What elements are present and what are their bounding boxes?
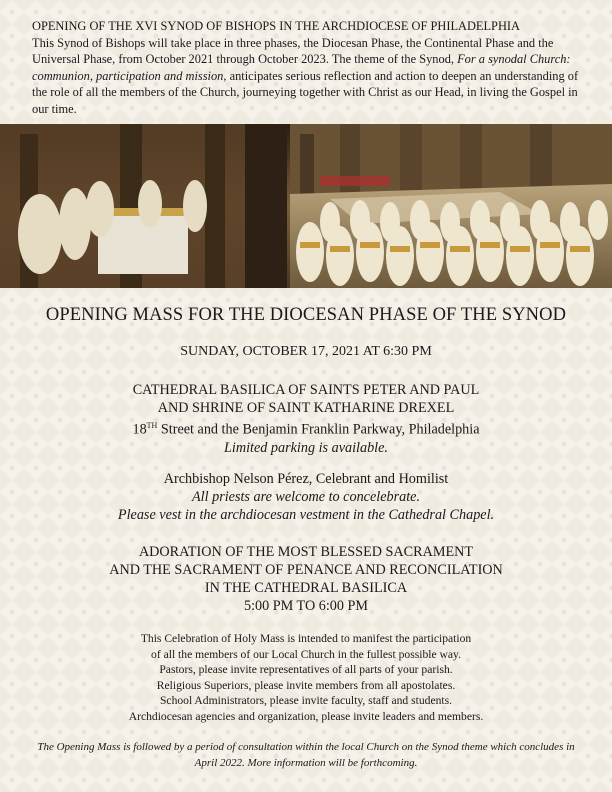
parking-note: Limited parking is available. [224,439,388,456]
footer-note: The Opening Mass is followed by a period of consultation within the local Church on the Synod theme which concludes in April 2022. More information will be forthcoming. [37,741,575,769]
invitation-notes [0,631,612,725]
venue-line-2: AND SHRINE OF SAINT KATHARINE DREXEL [157,400,455,416]
synod-theme: For a synodal Church: communion, participation and mission [32,52,571,83]
cathedral-photo-illustration [0,124,612,288]
celebrant-name: Archbishop Nelson Pérez, Celebrant and Homilist [163,471,449,487]
note-line: School Administrators, please invite faculty, staff and students. [159,694,453,708]
venue-line-1: CATHEDRAL BASILICA OF SAINTS PETER AND PAUL [132,382,480,398]
note-line: This Celebration of Holy Mass is intended to manifest the participation [140,632,472,645]
venue-address [0,417,612,439]
adoration-time: 5:00 PM TO 6:00 PM [243,598,369,614]
vesting-note: Please vest in the archdiocesan vestment in the Cathedral Chapel. [117,507,495,523]
cathedral-mass-photo [0,124,612,288]
mass-date: SUNDAY, OCTOBER 17, 2021 AT 6:30 PM [180,344,432,359]
adoration-block [0,543,612,615]
street-rest: Street and the Benjamin Franklin Parkway, Philadelphia [157,421,480,438]
intro-paragraph [32,18,592,117]
celebrant-block [0,470,612,524]
mass-title: OPENING MASS FOR THE DIOCESAN PHASE OF THE SYNOD [45,305,567,325]
priests-note: All priests are welcome to concelebrate. [192,489,420,505]
note-line: of all the members of our Local Church in the fullest possible way. [151,647,461,661]
intro-text-end: , anticipates serious reflection and action to deepen an understanding of the role of all the members of the Church, journeying together with Christ as our Head, in living the Gospel in our time. [32,68,579,116]
note-line: Religious Superiors, please invite members from all apostolates. [156,678,456,692]
street-suffix: TH [146,421,158,430]
adoration-line-1: ADORATION OF THE MOST BLESSED SACRAMENT [138,544,474,560]
venue-block [0,381,612,457]
street-number: 18 [132,421,147,438]
note-line: Pastors, please invite representatives of all parts of your parish. [159,663,453,677]
adoration-line-3: IN THE CATHEDRAL BASILICA [204,580,408,596]
intro-text-start: This Synod of Bishops will take place in three phases, the Diocesan Phase, the Continental Phase and the Universal Phase, from October 2021 through October 2023. The theme of the Synod, [32,35,554,66]
adoration-line-2: AND THE SACRAMENT OF PENANCE AND RECONCILATION [109,562,503,578]
intro-heading: OPENING OF THE XVI SYNOD OF BISHOPS IN THE ARCHDIOCESE OF PHILADELPHIA [32,19,520,33]
note-line: Archdiocesan agencies and organization, please invite leaders and members. [128,709,484,723]
